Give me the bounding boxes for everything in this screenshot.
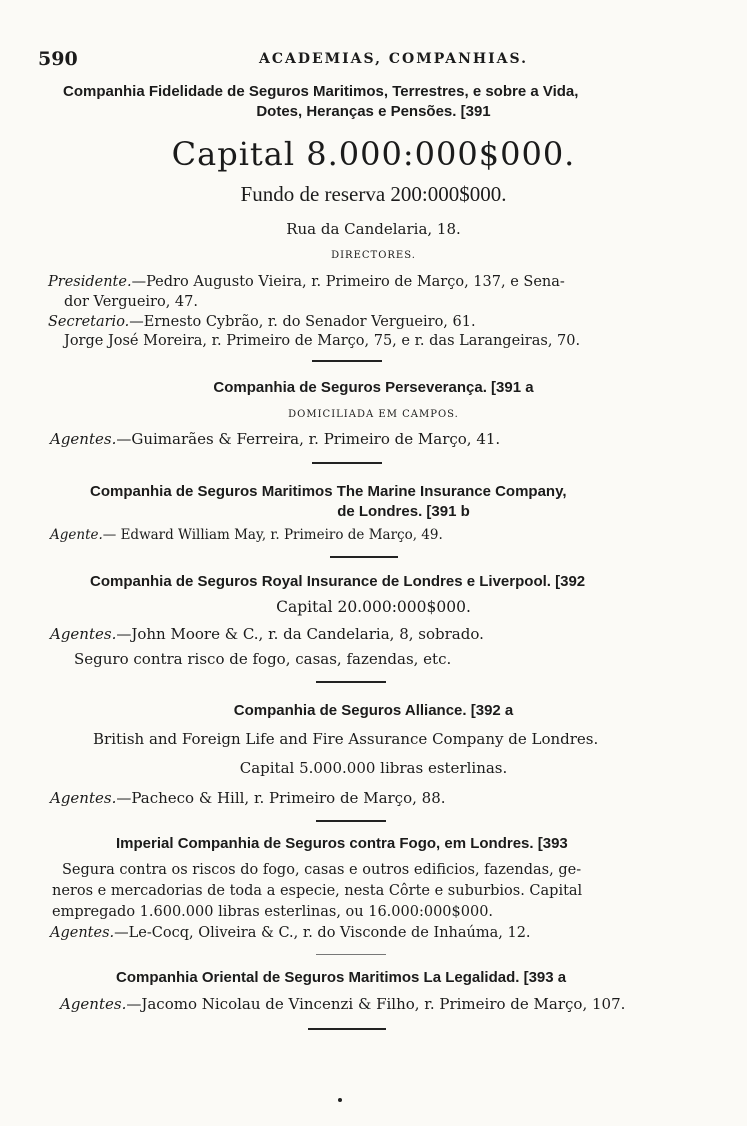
agent-text: —Pacheco & Hill, r. Primeiro de Março, 88. [116,789,446,807]
reserve-fund-line: Fundo de reserva 200:000$000. [240,182,507,206]
role-label: Secretario. [48,314,130,330]
director-line-continued: dor Vergueiro, 47. [64,294,198,310]
role-label: Agentes. [50,925,115,941]
director-line [48,275,565,290]
director-line [48,315,476,330]
body-line: Segura contra os riscos do fogo, casas e outros edificios, fazendas, ge- [62,862,582,878]
entry-subtitle: DOMICILIADA EM CAMPOS. [288,409,459,420]
agent-text: —Le-Cocq, Oliveira & C., r. do Visconde de Inhaúma, 12. [114,925,531,941]
agent-line [50,926,531,941]
section-heading: DIRECTORES. [331,250,416,261]
entry-title-continued: de Londres. [391 b [337,503,470,520]
entry-title: Companhia Fidelidade de Seguros Maritimos, Terrestres, e sobre a Vida, [63,83,579,100]
separator-rule [330,556,398,558]
separator-rule [316,820,386,822]
entry-title: Companhia Oriental de Seguros Maritimos La Legalidad. [393 a [116,969,567,986]
capital-line: Capital 20.000:000$000. [276,598,471,616]
capital-line: Capital 8.000:000$000. [171,135,576,173]
agent-text: — Edward William May, r. Primeiro de Março, 49. [102,527,443,543]
running-title: ACADEMIAS, COMPANHIAS. [258,51,529,67]
role-label: Agentes. [60,995,127,1013]
role-label: Agentes. [50,625,117,643]
agent-line [50,529,443,543]
director-text: —Pedro Augusto Vieira, r. Primeiro de Março, 137, e Sena- [131,274,565,290]
agent-line [50,627,484,642]
address-line: Rua da Candelaria, 18. [286,220,461,238]
entry-title: Companhia de Seguros Maritimos The Marine Insurance Company, [90,483,567,500]
separator-rule [316,681,386,683]
page-number: 590 [38,48,78,70]
ink-mark [338,1098,342,1102]
agent-text: —Guimarães & Ferreira, r. Primeiro de Março, 41. [116,430,501,448]
separator-rule [312,360,382,362]
separator-rule [312,462,382,464]
body-line: empregado 1.600.000 libras esterlinas, ou 16.000:000$000. [52,904,494,920]
entry-title: Companhia de Seguros Alliance. [392 a [233,702,514,719]
agent-line [50,791,446,806]
separator-rule [308,1028,386,1030]
director-line: Jorge José Moreira, r. Primeiro de Março, 75, e r. das Larangeiras, 70. [64,333,581,349]
entry-title: Imperial Companhia de Seguros contra Fogo, em Londres. [393 [116,835,568,852]
role-label: Presidente. [48,274,132,290]
director-text: —Ernesto Cybrão, r. do Senador Vergueiro, 61. [129,314,476,330]
agent-text: —John Moore & C., r. da Candelaria, 8, sobrado. [116,625,484,643]
role-label: Agentes. [50,789,117,807]
agent-line [60,997,625,1012]
separator-rule [316,954,386,955]
role-label: Agente. [50,527,103,543]
agent-line [50,432,500,447]
agent-text: —Jacomo Nicolau de Vincenzi & Filho, r. Primeiro de Março, 107. [126,995,626,1013]
role-label: Agentes. [50,430,117,448]
note-line: Seguro contra risco de fogo, casas, fazendas, etc. [74,650,452,668]
entry-title: Companhia de Seguros Royal Insurance de Londres e Liverpool. [392 [90,573,586,590]
description-line: British and Foreign Life and Fire Assurance Company de Londres. [93,730,599,748]
entry-title: Companhia de Seguros Perseverança. [391 a [213,379,534,396]
entry-title-continued: Dotes, Heranças e Pensões. [391 [256,103,491,120]
capital-line: Capital 5.000.000 libras esterlinas. [239,759,508,777]
body-line: neros e mercadorias de toda a especie, nesta Côrte e suburbios. Capital [52,883,583,899]
